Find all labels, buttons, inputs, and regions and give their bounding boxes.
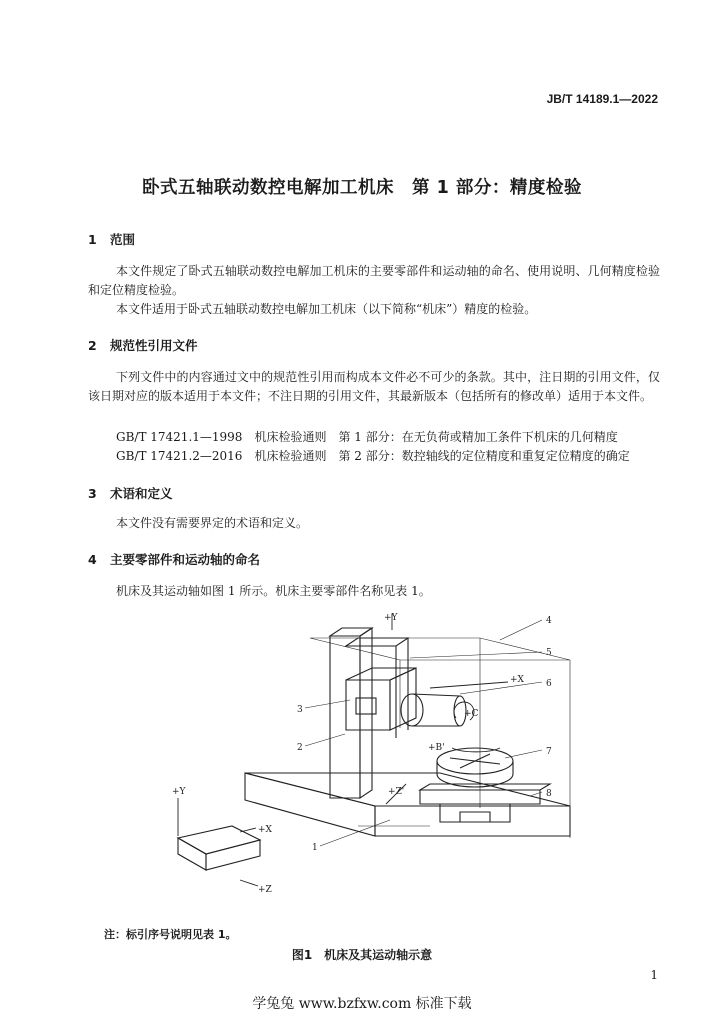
machine-diagram (160, 608, 590, 908)
reference-code: GB/T 17421.2—2016 (116, 449, 243, 463)
reference-part: 第 2 部分：数控轴线的定位精度和重复定位精度的确定 (338, 449, 630, 463)
callout-1: 1 (312, 843, 318, 853)
legend-x-arrow (240, 828, 256, 832)
callout-3: 3 (297, 705, 303, 715)
reference-item (116, 447, 642, 464)
legend-x-label: +X (258, 825, 272, 835)
section-1-paragraph-1: 本文件规定了卧式五轴联动数控电解加工机床的主要零部件和运动轴的命名、使用说明、几何精度检验和定位精度检验。 (88, 264, 660, 297)
leader-line-5 (410, 652, 542, 658)
legend-y-label: +Y (172, 787, 186, 797)
section-number: 1 (88, 232, 97, 247)
section-4-heading (88, 550, 260, 568)
leader-line-3 (305, 700, 350, 708)
section-number: 3 (88, 486, 97, 501)
saddle (420, 784, 550, 822)
leader-line-6 (460, 682, 542, 694)
section-title: 主要零部件和运动轴的命名 (110, 552, 261, 567)
reference-name: 机床检验通则 (254, 430, 327, 444)
section-number: 2 (88, 338, 97, 353)
axis-legend-box (178, 826, 260, 870)
page-number: 1 (650, 968, 658, 982)
leader-line-7 (505, 750, 542, 758)
spindle-head (346, 668, 416, 730)
section-title: 范围 (110, 232, 136, 247)
reference-item (116, 428, 630, 445)
rotary-table (437, 748, 513, 787)
leader-line-2 (305, 734, 345, 746)
callout-2: 2 (297, 743, 303, 753)
section-number: 4 (88, 552, 97, 567)
section-title: 规范性引用文件 (110, 338, 198, 353)
section-1-paragraph-2: 本文件适用于卧式五轴联动数控电解加工机床（以下简称“机床”）精度的检验。 (116, 302, 537, 316)
y-axis-label: +Y (384, 613, 398, 623)
b-axis-label: +B' (428, 743, 445, 753)
section-1-heading (88, 230, 135, 248)
figure-caption: 图1 机床及其运动轴示意 (291, 948, 433, 962)
callout-6: 6 (546, 679, 552, 689)
z-axis-label: +Z' (388, 787, 405, 797)
document-title: 卧式五轴联动数控电解加工机床 第 1 部分：精度检验 (142, 178, 582, 198)
reference-code: GB/T 17421.1—1998 (116, 430, 243, 444)
callout-7: 7 (546, 747, 552, 757)
reference-name: 机床检验通则 (254, 449, 327, 463)
section-title: 术语和定义 (110, 486, 173, 501)
section-4-paragraph-1: 机床及其运动轴如图 1 所示。机床主要零部件名称见表 1。 (116, 584, 431, 598)
callout-4: 4 (546, 616, 552, 626)
figure-note: 注：标引序号说明见表 1。 (104, 928, 237, 941)
section-2-paragraph-1: 下列文件中的内容通过文中的规范性引用而构成本文件必不可少的条款。其中，注日期的引用文件，仅该日期对应的版本适用于本文件；不注日期的引用文件，其最新版本（包括所有的修改单）适用于本文件。 (88, 370, 660, 403)
x-axis-arrow (430, 682, 508, 688)
document-code: JB/T 14189.1—2022 (546, 92, 658, 106)
footer-watermark: 学兔兔 www.bzfxw.com 标准下载 (252, 996, 472, 1012)
reference-part: 第 1 部分：在无负荷或精加工条件下机床的几何精度 (338, 430, 618, 444)
callout-8: 8 (546, 789, 552, 799)
spindle (401, 694, 466, 726)
legend-z-arrow (240, 880, 258, 886)
leader-line-4 (500, 620, 542, 640)
c-axis-label: +C (464, 709, 479, 719)
section-3-heading (88, 484, 173, 502)
section-2-heading (88, 336, 198, 354)
callout-5: 5 (546, 648, 552, 658)
section-3-paragraph-1: 本文件没有需要界定的术语和定义。 (116, 516, 309, 530)
legend-z-label: +Z (258, 885, 272, 895)
x-axis-label: +X (510, 675, 524, 685)
